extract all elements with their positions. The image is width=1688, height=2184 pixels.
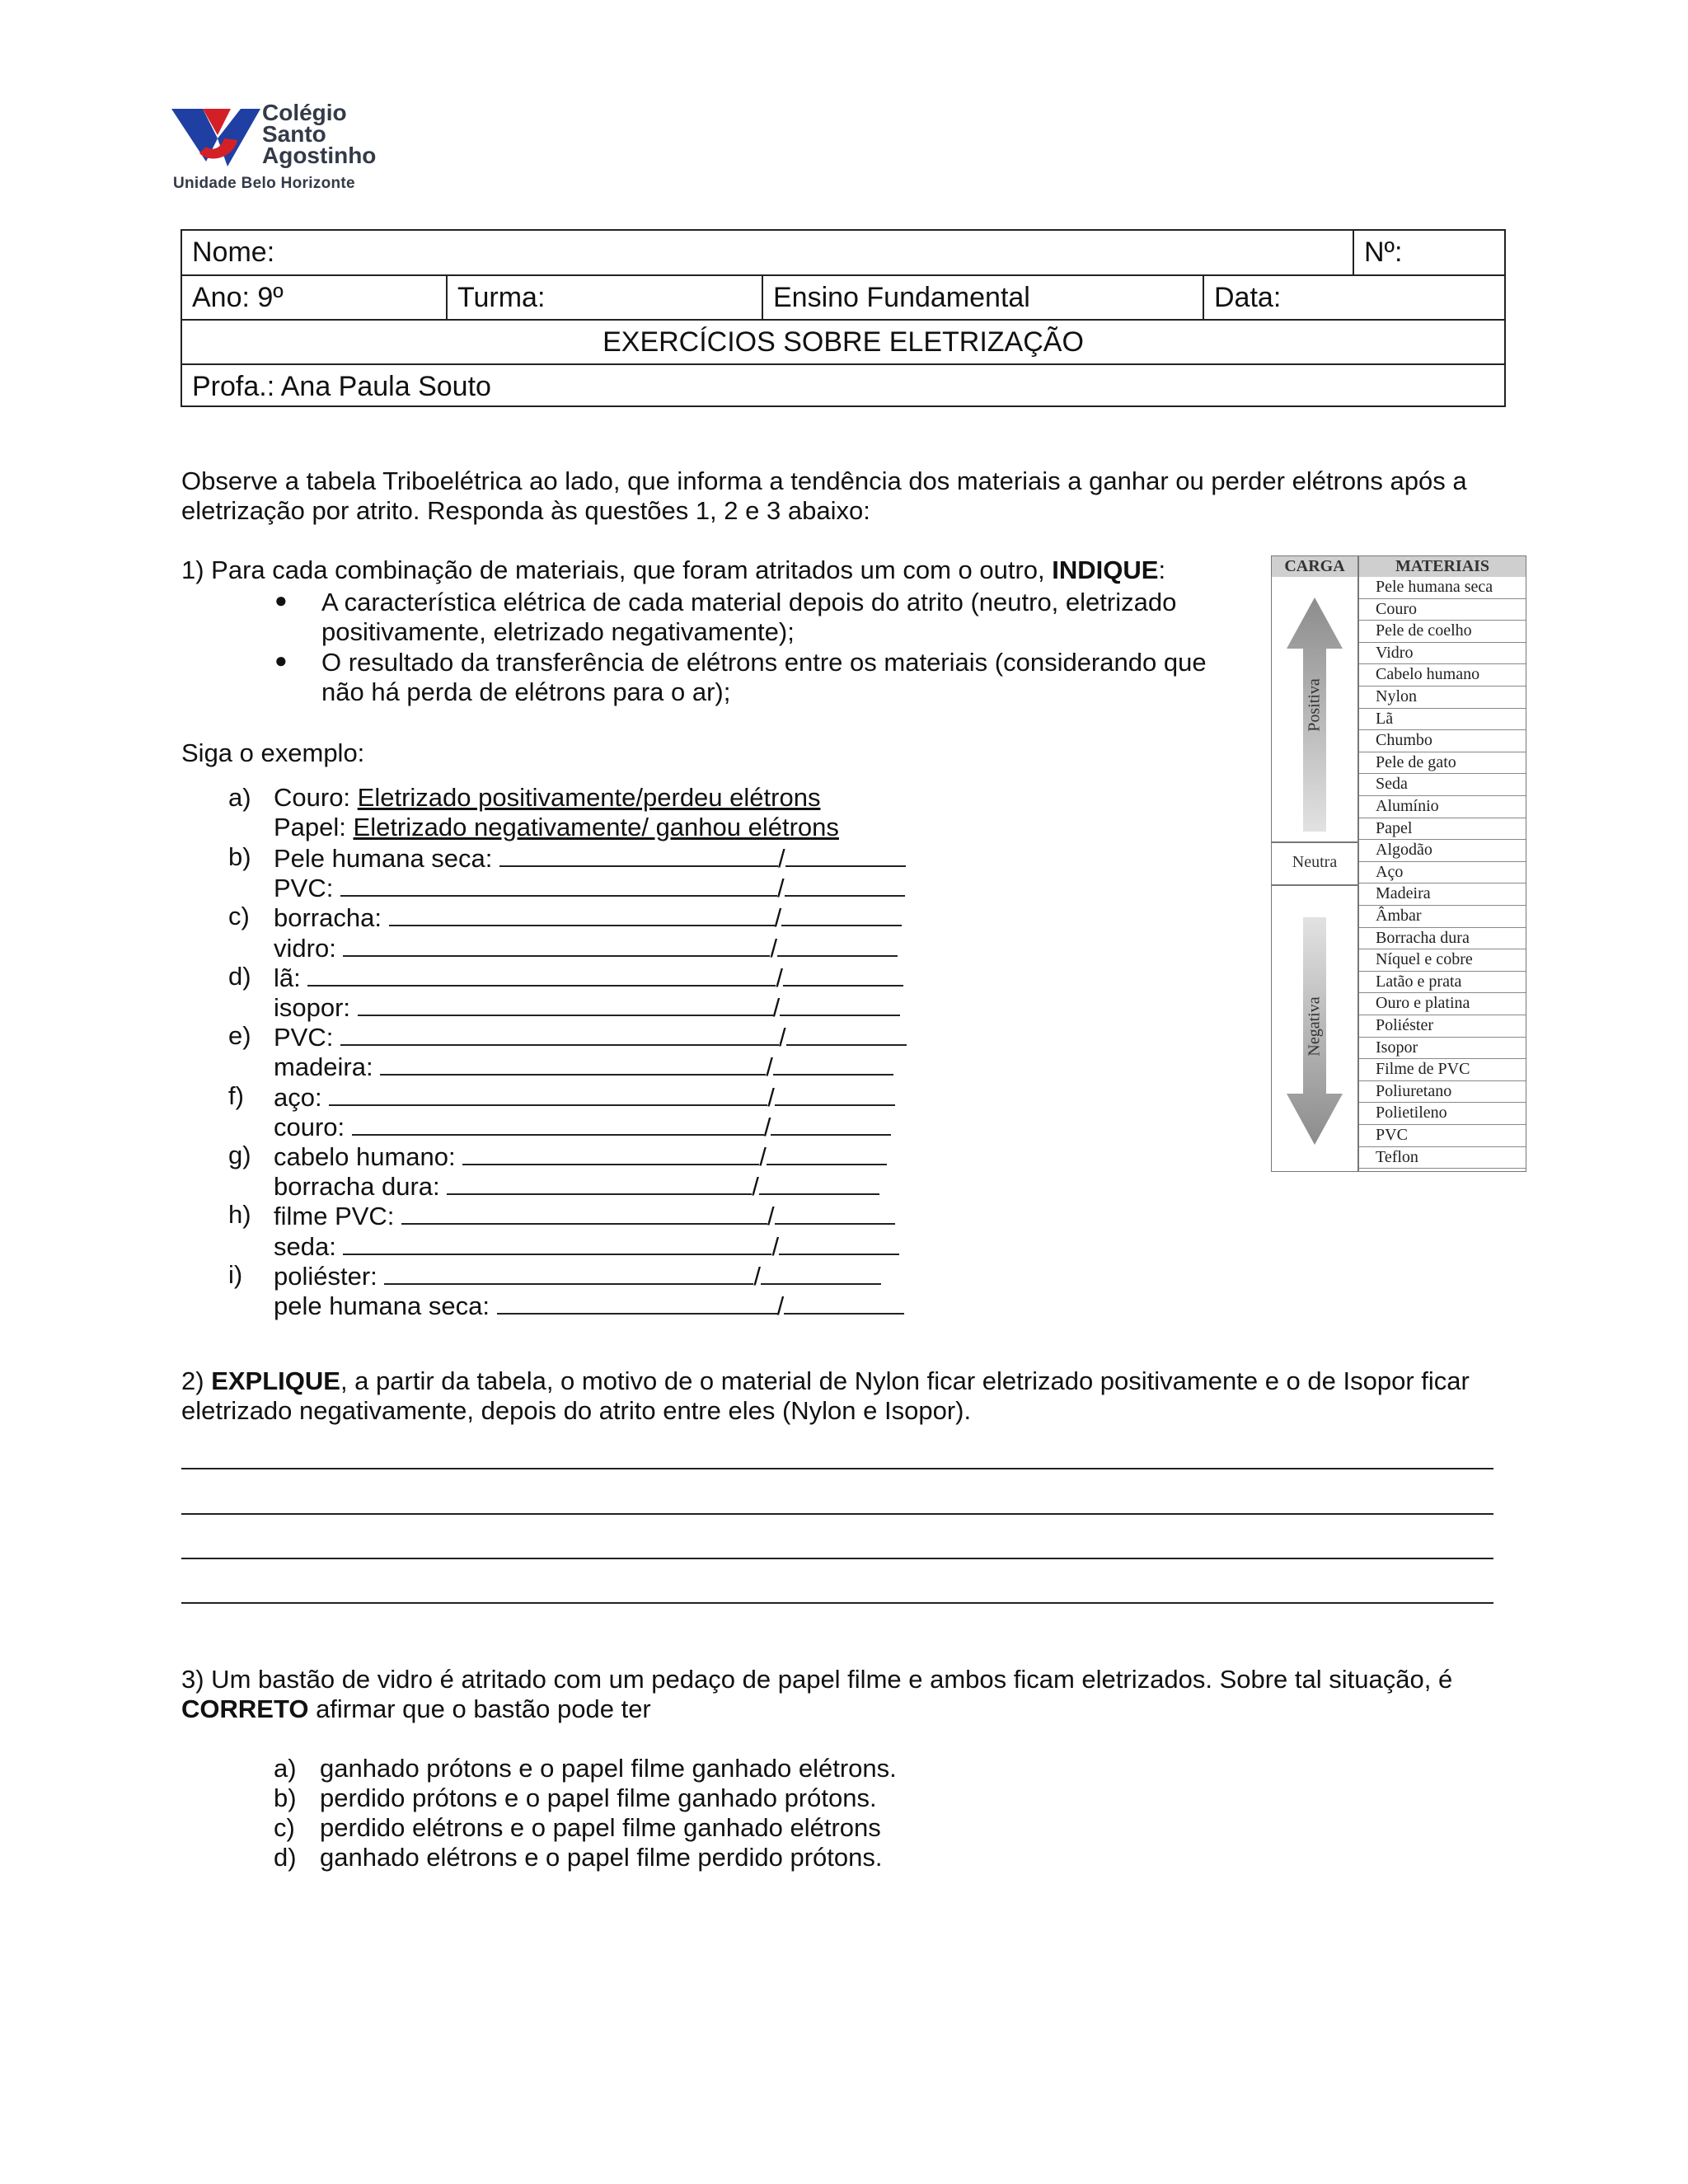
- charge-answer-blank[interactable]: [447, 1170, 752, 1195]
- material-row: Chumbo: [1359, 730, 1526, 752]
- material-label: borracha:: [274, 903, 382, 933]
- class-field[interactable]: Turma:: [457, 282, 546, 313]
- material-row: Ouro e platina: [1359, 993, 1526, 1015]
- example-letter: a): [228, 783, 251, 812]
- material-label: PVC:: [274, 874, 334, 903]
- option-letter[interactable]: a): [274, 1754, 297, 1783]
- transfer-answer-blank[interactable]: [773, 1051, 893, 1076]
- material-row: Pele humana seca: [1359, 577, 1526, 599]
- example-label: Siga o exemplo:: [181, 738, 365, 767]
- separator-slash: /: [759, 1142, 767, 1171]
- material-row: Âmbar: [1359, 906, 1526, 928]
- material-label: borracha dura:: [274, 1172, 440, 1202]
- charge-answer-blank[interactable]: [329, 1081, 767, 1106]
- charge-answer-blank[interactable]: [340, 872, 777, 897]
- charge-answer-blank[interactable]: [352, 1111, 764, 1136]
- transfer-answer-blank[interactable]: [759, 1170, 879, 1195]
- material-answer-row: [274, 1260, 881, 1291]
- school-logo-icon: [170, 105, 262, 170]
- neutral-label: Neutra: [1292, 853, 1338, 871]
- material-answer-row: [274, 842, 906, 874]
- material-row: Pele de gato: [1359, 752, 1526, 775]
- material-answer-row: [274, 1170, 879, 1202]
- transfer-answer-blank[interactable]: [761, 1260, 881, 1285]
- item-letter: h): [228, 1200, 251, 1230]
- material-row: Couro: [1359, 599, 1526, 621]
- material-row: Papel: [1359, 818, 1526, 841]
- separator-slash: /: [776, 1291, 785, 1320]
- question-1-bullet-1: A característica elétrica de cada material depois do atrito (neutro, eletrizado positivamente, eletrizado negativamente);: [321, 588, 1177, 646]
- material-label: Pele humana seca:: [274, 844, 493, 873]
- material-answer-row: [274, 1111, 891, 1142]
- separator-slash: /: [776, 963, 783, 992]
- material-answer-row: [274, 1141, 887, 1172]
- material-answer-row: [274, 991, 900, 1023]
- separator-slash: /: [766, 1052, 773, 1082]
- transfer-answer-blank[interactable]: [785, 842, 906, 867]
- example-material-2: Papel: Eletrizado negativamente/ ganhou elétrons: [274, 813, 839, 841]
- bullet-icon: ●: [274, 588, 288, 612]
- separator-slash: /: [776, 874, 785, 903]
- material-answer-row: [274, 1290, 904, 1321]
- charge-answer-blank[interactable]: [307, 962, 776, 987]
- separator-slash: /: [774, 903, 782, 933]
- material-answer-row: [274, 902, 902, 933]
- charge-answer-blank[interactable]: [497, 1290, 777, 1315]
- material-answer-row: [274, 932, 898, 963]
- transfer-answer-blank[interactable]: [780, 991, 900, 1016]
- material-row: Poliéster: [1359, 1015, 1526, 1038]
- option-letter[interactable]: c): [274, 1813, 295, 1842]
- material-row: Níquel e cobre: [1359, 949, 1526, 972]
- material-label: vidro:: [274, 933, 336, 963]
- material-answer-row: [274, 1230, 899, 1262]
- material-row: Madeira: [1359, 883, 1526, 906]
- material-row: Vidro: [1359, 643, 1526, 665]
- material-label: filme PVC:: [274, 1202, 395, 1231]
- material-label: pele humana seca:: [274, 1291, 490, 1320]
- material-answer-row: [274, 962, 903, 993]
- material-label: cabelo humano:: [274, 1142, 456, 1171]
- option-text[interactable]: perdido prótons e o papel filme ganhado prótons.: [320, 1783, 877, 1812]
- separator-slash: /: [767, 1202, 775, 1231]
- student-info-table: [181, 229, 1506, 407]
- option-letter[interactable]: b): [274, 1783, 297, 1812]
- separator-slash: /: [770, 933, 778, 963]
- question-1-prompt: 1) Para cada combinação de materiais, que foram atritados um com o outro, INDIQUE:: [181, 555, 1166, 584]
- material-answer-row: [274, 1200, 895, 1231]
- transfer-answer-blank[interactable]: [775, 1081, 895, 1106]
- name-field[interactable]: Nome:: [192, 237, 275, 268]
- intro-text: Observe a tabela Triboelétrica ao lado, que informa a tendência dos materiais a ganhar ou perder elétrons após a eletrização por atrito. Responda às questões 1, 2 e 3 abaixo:: [181, 466, 1467, 525]
- option-text[interactable]: ganhado prótons e o papel filme ganhado elétrons.: [320, 1754, 897, 1783]
- material-label: madeira:: [274, 1052, 373, 1082]
- material-row: Algodão: [1359, 840, 1526, 862]
- material-row: Lã: [1359, 709, 1526, 731]
- material-row: Poliuretano: [1359, 1081, 1526, 1104]
- materials-column-header: MATERIAIS: [1359, 556, 1526, 577]
- transfer-answer-blank[interactable]: [784, 1290, 904, 1315]
- bullet-icon: ●: [274, 648, 288, 673]
- transfer-answer-blank[interactable]: [786, 1021, 907, 1046]
- separator-slash: /: [778, 844, 785, 873]
- transfer-answer-blank[interactable]: [783, 962, 903, 987]
- charge-answer-blank[interactable]: [462, 1141, 759, 1165]
- item-letter: e): [228, 1021, 251, 1051]
- date-field[interactable]: Data:: [1214, 282, 1282, 313]
- item-letter: f): [228, 1080, 244, 1110]
- school-name: Colégio Santo Agostinho: [262, 100, 377, 168]
- separator-slash: /: [752, 1172, 759, 1202]
- material-row: Pele de coelho: [1359, 621, 1526, 643]
- question-2-prompt: 2) EXPLIQUE, a partir da tabela, o motivo de o material de Nylon ficar eletrizado positivamente e o de Isopor ficar eletrizado negativamente, depois do atrito entre eles (Nylon e Isopor).: [181, 1366, 1470, 1425]
- item-letter: b): [228, 842, 251, 871]
- transfer-answer-blank[interactable]: [771, 1111, 891, 1136]
- material-label: seda:: [274, 1231, 336, 1261]
- material-label: couro:: [274, 1112, 345, 1141]
- item-letter: g): [228, 1141, 251, 1169]
- material-label: PVC:: [274, 1023, 334, 1052]
- transfer-answer-blank[interactable]: [785, 872, 905, 897]
- positive-label: Positiva: [1305, 677, 1324, 732]
- charge-answer-blank[interactable]: [389, 902, 775, 926]
- example-material-1: Couro: Eletrizado positivamente/perdeu elétrons: [274, 783, 821, 812]
- school-unit: Unidade Belo Horizonte: [173, 175, 355, 192]
- material-row: Cabelo humano: [1359, 664, 1526, 687]
- separator-slash: /: [753, 1261, 762, 1291]
- question-3-prompt: 3) Um bastão de vidro é atritado com um pedaço de papel filme e ambos ficam eletrizados. Sobre tal situação, é CORRETO afirmar que o bastão pode ter: [181, 1665, 1453, 1723]
- item-letter: i): [228, 1259, 243, 1289]
- question-1-bullet-2: O resultado da transferência de elétrons entre os materiais (considerando que não há perda de elétrons para o ar);: [321, 648, 1207, 706]
- number-field[interactable]: Nº:: [1364, 237, 1403, 268]
- answer-line[interactable]: [181, 1602, 1493, 1604]
- charge-answer-blank[interactable]: [384, 1260, 753, 1285]
- material-label: poliéster:: [274, 1261, 377, 1291]
- triboelectric-table: [1271, 555, 1526, 1172]
- material-row: Polietileno: [1359, 1103, 1526, 1125]
- answer-line[interactable]: [181, 1558, 1493, 1559]
- transfer-answer-blank[interactable]: [781, 902, 902, 926]
- answer-line[interactable]: [181, 1513, 1493, 1515]
- year-field: Ano: 9º: [192, 282, 284, 313]
- option-text[interactable]: ganhado elétrons e o papel filme perdido prótons.: [320, 1843, 883, 1872]
- worksheet-title: EXERCÍCIOS SOBRE ELETRIZAÇÃO: [603, 326, 1084, 358]
- charge-answer-blank[interactable]: [401, 1200, 767, 1225]
- separator-slash: /: [772, 993, 781, 1022]
- level-field: Ensino Fundamental: [773, 282, 1030, 313]
- charge-answer-blank[interactable]: [340, 1021, 779, 1046]
- transfer-answer-blank[interactable]: [775, 1200, 895, 1225]
- material-label: aço:: [274, 1082, 322, 1112]
- material-row: Nylon: [1359, 687, 1526, 709]
- transfer-answer-blank[interactable]: [779, 1230, 899, 1255]
- negative-label: Negativa: [1305, 996, 1324, 1057]
- material-label: lã:: [274, 963, 301, 992]
- material-row: Borracha dura: [1359, 928, 1526, 950]
- transfer-answer-blank[interactable]: [777, 932, 898, 957]
- charge-answer-blank[interactable]: [358, 991, 773, 1016]
- material-row: Alumínio: [1359, 796, 1526, 818]
- separator-slash: /: [771, 1231, 780, 1261]
- separator-slash: /: [778, 1023, 786, 1052]
- option-text[interactable]: perdido elétrons e o papel filme ganhado elétrons: [320, 1813, 881, 1842]
- charge-answer-blank[interactable]: [343, 1230, 771, 1255]
- material-answer-row: [274, 1051, 893, 1082]
- charge-answer-blank[interactable]: [380, 1051, 766, 1076]
- material-row: PVC: [1359, 1125, 1526, 1147]
- item-letter: c): [228, 902, 250, 931]
- material-answer-row: [274, 1021, 907, 1052]
- item-letter: d): [228, 961, 251, 991]
- transfer-answer-blank[interactable]: [767, 1141, 887, 1165]
- material-row: Filme de PVC: [1359, 1059, 1526, 1081]
- option-letter[interactable]: d): [274, 1843, 297, 1872]
- separator-slash: /: [767, 1082, 775, 1112]
- material-label: isopor:: [274, 993, 351, 1022]
- charge-answer-blank[interactable]: [499, 842, 778, 867]
- material-answer-row: [274, 872, 905, 903]
- separator-slash: /: [763, 1112, 771, 1141]
- material-row: Teflon: [1359, 1147, 1526, 1169]
- material-row: Seda: [1359, 774, 1526, 796]
- material-row: Latão e prata: [1359, 972, 1526, 994]
- teacher-name: Profa.: Ana Paula Souto: [192, 371, 491, 402]
- charge-answer-blank[interactable]: [343, 932, 770, 957]
- material-row: Isopor: [1359, 1038, 1526, 1060]
- material-answer-row: [274, 1081, 895, 1113]
- material-row: Aço: [1359, 862, 1526, 884]
- charge-column-header: CARGA: [1272, 556, 1358, 577]
- answer-line[interactable]: [181, 1468, 1493, 1469]
